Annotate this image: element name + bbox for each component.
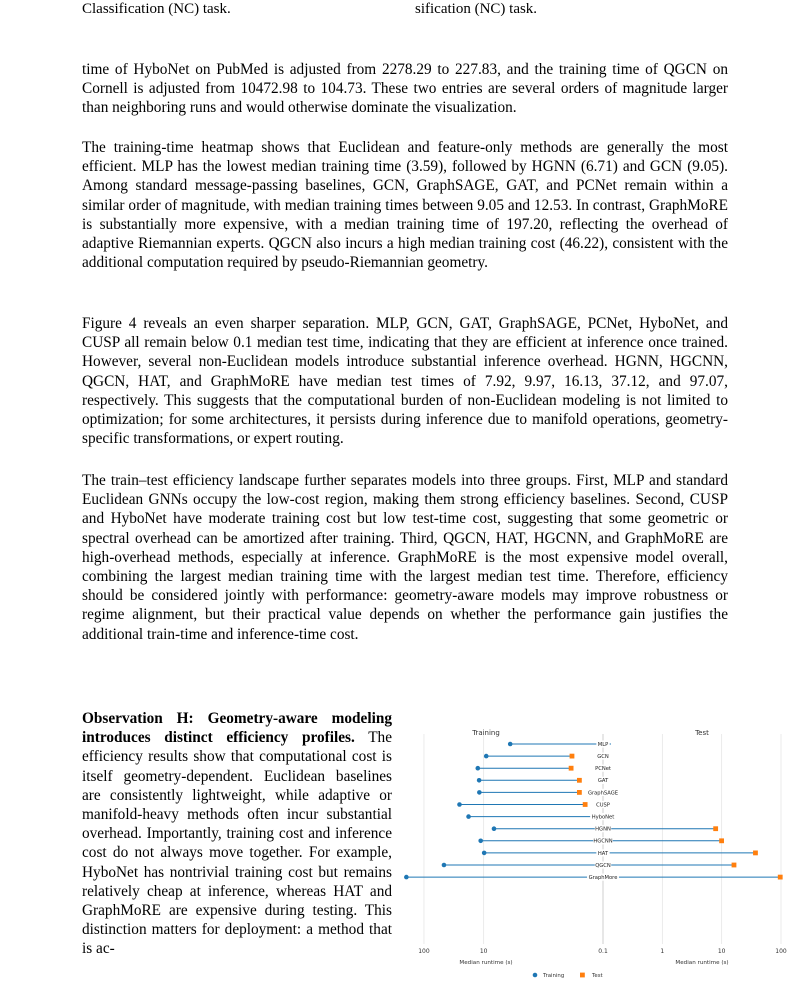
model-label-gat: GAT bbox=[597, 778, 609, 785]
tick-label-right: 0.1 bbox=[598, 948, 608, 955]
model-label-pcnet: PCNet bbox=[595, 766, 611, 773]
training-point-gat bbox=[477, 778, 482, 783]
model-label-cusp: CUSP bbox=[596, 802, 610, 809]
runtime-dumbbell-figure bbox=[396, 722, 796, 989]
training-point-graphmore bbox=[404, 875, 409, 880]
observation-paragraph bbox=[82, 709, 392, 959]
runtime-dumbbell-chart bbox=[396, 722, 796, 984]
observation-body: The efficiency results show that computational cost is itself geometry-dependent. Euclidean baselines are consistently lightweight, while adaptive or manifold-heavy methods often incur substantial overhead. Importantly, training cost and inference cost do not always move together. For example, HyboNet has nontrivial training cost but remains relatively cheap at inference, whereas HAT and GraphMoRE are expensive during testing. This distinction matters for deployment: a method that is ac- bbox=[82, 729, 392, 958]
model-label-hybonet: HyboNet bbox=[591, 814, 615, 821]
model-label-graphsage: GraphSAGE bbox=[587, 790, 619, 797]
test-point-gat bbox=[577, 778, 582, 783]
test-point-pcnet bbox=[569, 766, 574, 771]
legend-marker-test bbox=[580, 973, 585, 978]
figure-caption-fragment-left: Classification (NC) task. bbox=[82, 1, 231, 17]
legend-marker-training bbox=[533, 973, 538, 978]
test-point-hgnn bbox=[713, 826, 718, 831]
training-point-hgcnn bbox=[478, 839, 483, 844]
training-point-cusp bbox=[457, 802, 462, 807]
model-label-hgnn: HGNN bbox=[595, 826, 611, 833]
test-point-cusp bbox=[583, 802, 588, 807]
training-point-qgcn bbox=[442, 863, 447, 868]
training-point-hat bbox=[482, 851, 487, 856]
training-point-mlp bbox=[508, 742, 513, 747]
legend-label-training: Training bbox=[543, 973, 565, 979]
paragraph-training-time: The training-time heatmap shows that Euclidean and feature-only methods are generally the most efficient. MLP has the lowest median training time (3.59), followed by HGNN (6.71) and GCN (9.05). Among standard message-passing baselines, GCN, GraphSAGE, GAT, and PCNet remain within a similar order of magnitude, with median training times between 9.05 and 12.53. In contrast, GraphMoRE is substantially more expensive, with a median training time of 197.20, reflecting the overhead of adaptive Riemannian experts. QGCN also incurs a high median training cost (46.22), consistent with the additional computation required by pseudo-Riemannian geometry. bbox=[82, 139, 728, 272]
test-point-qgcn bbox=[732, 863, 737, 868]
test-point-hgcnn bbox=[719, 838, 724, 843]
model-label-graphmore: GraphMore bbox=[588, 875, 618, 881]
test-point-hat bbox=[753, 851, 758, 856]
model-label-mlp: MLP bbox=[597, 741, 609, 748]
model-label-gcn: GCN bbox=[597, 754, 609, 760]
training-point-gcn bbox=[484, 754, 489, 759]
test-point-gcn bbox=[570, 754, 575, 759]
tick-label-right: 1 bbox=[660, 948, 665, 955]
figure-caption-fragment-right: sification (NC) task. bbox=[415, 1, 538, 17]
paragraph-test-time: Figure 4 reveals an even sharper separation. MLP, GCN, GAT, GraphSAGE, PCNet, HyboNet, and CUSP all remain below 0.1 median test time, indicating that they are efficient at inference once trained. However, several non-Euclidean models introduce substantial inference overhead. HGNN, HGCNN, QGCN, HAT, and GraphMoRE have median test times of 7.92, 9.97, 16.13, 37.12, and 97.07, respectively. This suggests that the computational burden of non-Euclidean modeling is not limited to optimization; for some architectures, it persists during inference due to manifold operations, geometry-specific transformations, or expert routing. bbox=[82, 315, 728, 448]
tick-label-right: 100 bbox=[775, 948, 787, 955]
panel-title-training: Training bbox=[472, 729, 500, 737]
legend-label-test: Test bbox=[592, 973, 603, 979]
training-point-hybonet bbox=[466, 814, 471, 819]
test-point-graphsage bbox=[577, 790, 582, 795]
x-axis-label-right: Median runtime (s) bbox=[675, 960, 729, 966]
tick-label-left: 100 bbox=[418, 948, 430, 955]
observation-heading: Observation H: Geometry-aware modeling introduces distinct efficiency profiles. bbox=[82, 710, 392, 747]
paragraph-runtime-adjustment: time of HyboNet on PubMed is adjusted from 2278.29 to 227.83, and the training time of QGCN on Cornell is adjusted from 10472.98 to 104.73. These two entries are several orders of magnitude larger than neighboring runs and would otherwise dominate the visualization. bbox=[82, 61, 728, 117]
panel-title-test: Test bbox=[695, 729, 709, 737]
model-label-hgcnn: HGCNN bbox=[593, 838, 613, 845]
training-point-hgnn bbox=[492, 826, 497, 831]
model-label-hat: HAT bbox=[597, 850, 609, 857]
paragraph-efficiency-landscape: The train–test efficiency landscape further separates models into three groups. First, MLP and standard Euclidean GNNs occupy the low-cost region, making them strong efficiency baselines. Second, CUSP and HyboNet have moderate training cost but low test-time cost, suggesting that some geometric or spectral overhead can be amortized after training. Third, QGCN, HAT, HGCNN, and GraphMoRE are high-overhead methods, especially at inference. GraphMoRE is the most expensive model overall, combining the largest median training time with the largest median test time. Therefore, efficiency should be considered jointly with performance: geometry-aware models may improve robustness or regime alignment, but their practical value depends on whether the performance gain justifies the additional train-time and inference-time cost. bbox=[82, 472, 728, 643]
training-point-graphsage bbox=[477, 790, 482, 795]
test-point-graphmore bbox=[778, 875, 783, 880]
x-axis-label-left: Median runtime (s) bbox=[459, 960, 513, 966]
tick-label-right: 10 bbox=[717, 948, 726, 955]
tick-label-left: 10 bbox=[479, 948, 488, 955]
model-label-qgcn: QGCN bbox=[595, 862, 611, 869]
training-point-pcnet bbox=[475, 766, 480, 771]
